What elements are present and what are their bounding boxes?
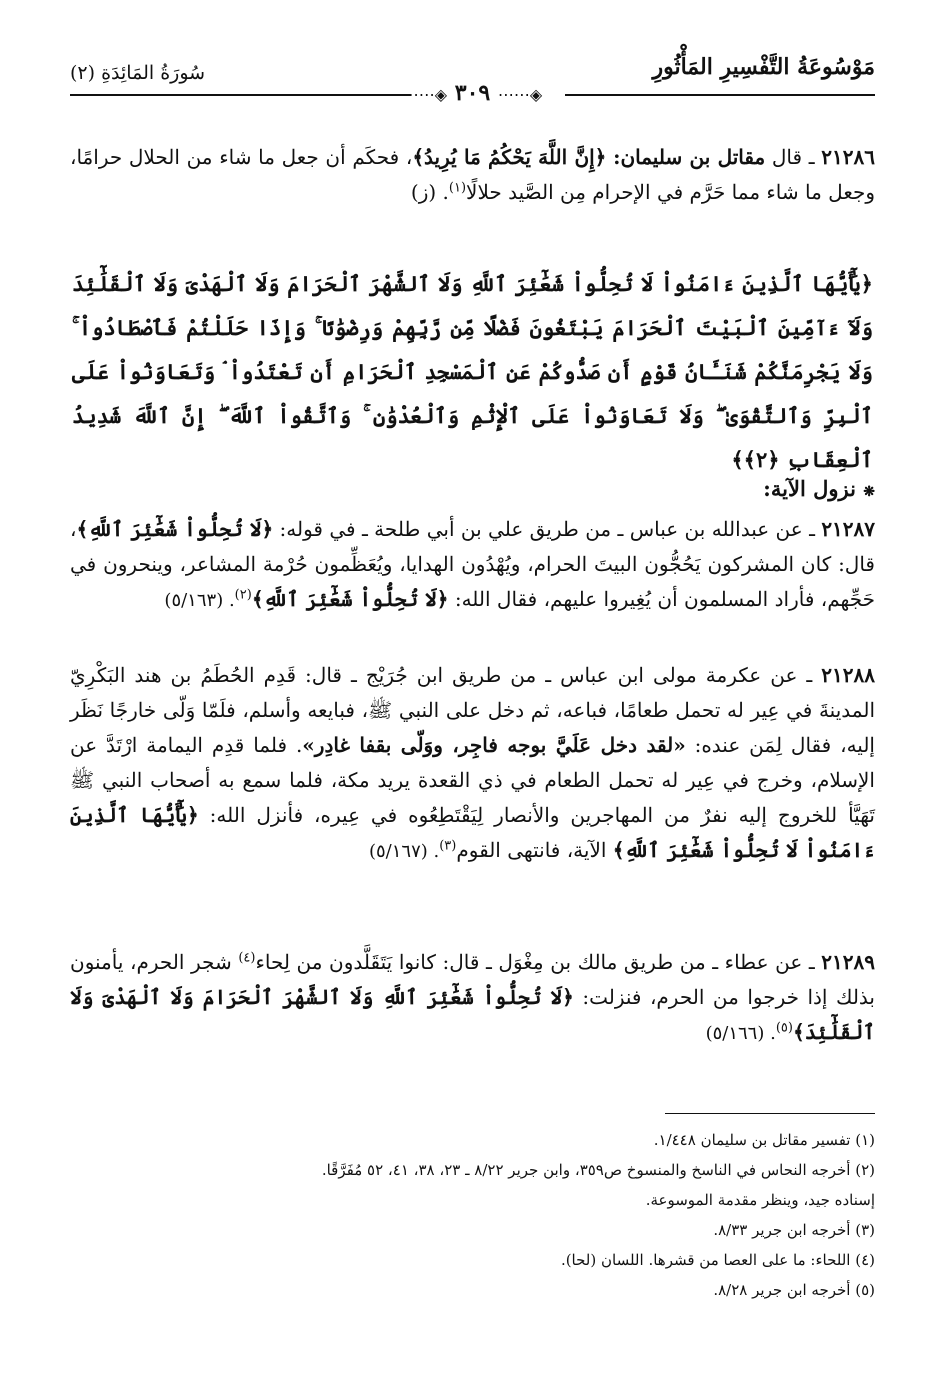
ornament-icon: ◈⋯⋯ — [497, 85, 543, 104]
entry-text: ـ عن عطاء ـ من طريق مالك بن مِغْوَل ـ قال: كانوا يَتَقَلَّدون من لِحاء — [255, 950, 815, 974]
flower-icon: ❋ — [863, 484, 875, 500]
entry-text: . فلما قدِم اليمامة ارْتَدَّ عن الإسلام، وخرج في عِير له تحمل الطعام في ذي القعدة يريد مكة، فلما سمع به أصحاب النبي ﷺ تَهَيَّأ للخروج إليه نفرٌ من المهاجرين والأنصار لِيَقْتَطِعُوه في عِيره، فأنزل الله: — [70, 733, 875, 827]
section-heading — [70, 476, 875, 501]
footnote-ref[interactable]: (٤) — [238, 950, 256, 966]
hadith-21289 — [70, 945, 875, 1051]
footnote: (١) تفسير مقاتل بن سليمان ١/٤٤٨. — [653, 1131, 875, 1149]
quran-quote: ﴿لَا تُحِلُّواْ شَعَٰٓئِرَ ٱللَّهِ﴾ — [251, 587, 449, 611]
entry-number: ٢١٢٨٨ — [821, 663, 876, 687]
footnote: إسناده جيد، وينظر مقدمة الموسوعة. — [645, 1191, 875, 1209]
hadith-21288 — [70, 658, 875, 869]
footnote-ref[interactable]: (٢) — [234, 587, 252, 603]
quran-quote: ﴿يَٰٓأَيُّهَا ٱلَّذِينَ ءَامَنُواْ لَا تُحِلُّواْ شَعَٰٓئِرَ ٱللَّهِ﴾ — [70, 803, 875, 862]
running-header — [70, 48, 875, 108]
narrator-name: مقاتل بن سليمان: — [613, 145, 766, 169]
footnote-divider — [665, 1113, 875, 1114]
footnote-ref[interactable]: (١) — [448, 180, 467, 196]
footnote: (٢) أخرجه النحاس في الناسخ والمنسوخ ص٣٥٩، وابن جرير ٨/٢٢ ـ ٢٣، ٣٨، ٤١، ٥٢ مُفَرَّقًا. — [321, 1161, 875, 1179]
footnotes — [70, 1125, 875, 1305]
entry-text: ـ عن عبدالله بن عباس ـ من طريق علي بن أبي طلحة ـ في قوله: — [279, 517, 815, 541]
entry-text: شجر الحرم، يأمنون بذلك إذا خرجوا من الحرم، فنزلت: — [70, 950, 876, 1009]
footnote: (٤) اللحاء: ما على العصا من قشرها. اللسان (لحا). — [560, 1251, 875, 1269]
footnote-ref[interactable]: (٣) — [439, 838, 457, 854]
entry-number: ٢١٢٨٧ — [821, 517, 876, 541]
footnote-ref[interactable]: (٥) — [775, 1020, 793, 1036]
volume-reference: . (٥/١٦٦) — [705, 1023, 776, 1044]
entry-tag: . (ز) — [410, 180, 449, 204]
page-number — [403, 80, 542, 106]
volume-reference: . (٥/١٦٣) — [164, 590, 235, 611]
surah-title: سُورَةُ المَائِدَةِ (٢) — [70, 62, 206, 84]
ornament-icon: ◈⋯⋯ — [402, 85, 448, 104]
hadith-21287 — [70, 512, 875, 618]
quran-quote: ﴿لَا تُحِلُّواْ شَعَٰٓئِرَ ٱللَّهِ﴾ — [76, 517, 274, 541]
entry-text: ، فحكَم أن جعل ما شاء من الحلال حرامًا، وجعل ما شاء مما حَرَّم في الإحرام مِن الصَّيد حلالًا — [70, 145, 875, 204]
entry-text: ـ عن عكرمة مولى ابن عباس ـ من طريق ابن جُرَيْج ـ قال: قَدِم الحُطَمُ بن هند البَكْرِيّ المدينةَ في عِير له تحمل طعامًا، فباعه، ثم دخل على النبي ﷺ، فبايعه وأسلم، فلَمّا وَلّى خارجًا نَظَر إليه، فقال لِمَن عنده: — [70, 663, 875, 757]
section-title: نزول الآية: — [763, 476, 856, 501]
entry-text: الآية، فانتهى القوم — [456, 838, 613, 862]
footnote: (٣) أخرجه ابن جرير ٨/٣٣. — [713, 1221, 875, 1239]
header-rule-right — [565, 94, 875, 96]
header-rule-left — [70, 94, 410, 96]
entry-text: ، قال: كان المشركون يَحُجُّون البيتَ الحرام، ويُهْدُون الهدايا، ويُعَظِّمون حُرْمة المشاعر، وينحرون في حَجِّهم، فأراد المسلمون أن يُغِيروا عليهم، فقال الله: — [70, 517, 875, 611]
paragraph-21286 — [70, 140, 875, 210]
quran-quote: ﴿إِنَّ اللَّهَ يَحْكُمُ مَا يُرِيدُ﴾ — [412, 145, 607, 169]
book-title: مَوْسُوعَةُ التَّفْسِيرِ المَأْثُورِ — [652, 54, 875, 80]
quran-quote: ﴿لَا تُحِلُّواْ شَعَٰٓئِرَ ٱللَّهِ وَلَا ٱلشَّهْرَ ٱلْحَرَامَ وَلَا ٱلْهَدْىَ وَلَا ٱلْقَلَٰٓئِدَ﴾ — [70, 985, 875, 1044]
entry-number: ٢١٢٨٩ — [821, 950, 876, 974]
page-number-value: ٣٠٩ — [454, 80, 491, 106]
volume-reference: . (٥/١٦٧) — [368, 841, 440, 862]
hadith-quote: «لقد دخل عَلَيَّ بوجه فاجِر، ووَلّى بقفا غادِر» — [302, 733, 686, 757]
ayah-block: ﴿يَٰٓأَيُّهَا ٱلَّذِينَ ءَامَنُواْ لَا تُحِلُّواْ شَعَٰٓئِرَ ٱللَّهِ وَلَا ٱلشَّهْرَ ٱلْحَرَامَ وَلَا ٱلْهَدْىَ وَلَا ٱلْقَلَٰٓئِدَ وَلَآ ءَآمِّينَ ٱلْبَيْتَ ٱلْحَرَامَ يَبْتَغُونَ فَضْلًا مِّن رَّبِّهِمْ وَرِضْوَٰنًا ۚ وَإِذَا حَلَلْتُمْ فَٱصْطَادُواْ ۚ وَلَا يَجْرِمَنَّكُمْ شَنَـَٔانُ قَوْمٍ أَن صَدُّوكُمْ عَنِ ٱلْمَسْجِدِ ٱلْحَرَامِ أَن تَعْتَدُواْ ۘ وَتَعَاوَنُواْ عَلَى ٱلْبِرِّ وَٱلتَّقْوَىٰ ۖ وَلَا تَعَاوَنُواْ عَلَى ٱلْإِثْمِ وَٱلْعُدْوَٰنِ ۚ وَٱتَّقُواْ ٱللَّهَ ۖ إِنَّ ٱللَّهَ شَدِيدُ ٱلْعِقَابِ ﴿٢﴾﴾ — [72, 271, 873, 472]
footnote: (٥) أخرجه ابن جرير ٨/٢٨. — [713, 1281, 875, 1299]
entry-number: ٢١٢٨٦ — [821, 145, 875, 169]
entry-text: ـ قال — [771, 145, 815, 169]
